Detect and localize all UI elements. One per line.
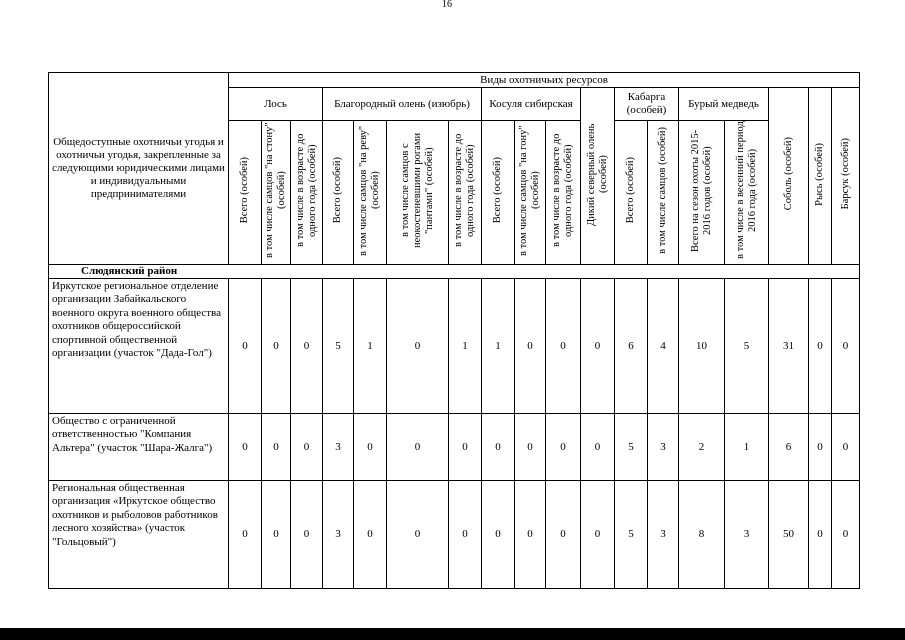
table-row [49, 279, 860, 414]
cell-value: 0 [482, 414, 515, 481]
cell-value: 0 [832, 279, 860, 414]
org-name: Общество с ограниченной ответственностью "Компания Альтера" (участок "Шара-Жалга") [49, 414, 229, 481]
cell-value: 5 [323, 279, 354, 414]
cell-value: 0 [515, 279, 546, 414]
roe-males-header: в том числе самцов "на гону" (особей) [515, 121, 546, 265]
cell-value: 0 [546, 414, 581, 481]
cell-value: 0 [546, 279, 581, 414]
deer-males-header: в том числе самцов "на реву" (особей) [354, 121, 387, 265]
cell-value: 0 [354, 481, 387, 589]
cell-value: 2 [679, 414, 725, 481]
musk-total-header: Всего (особей) [615, 121, 648, 265]
moose-header: Лось [229, 88, 323, 121]
cell-value: 0 [515, 481, 546, 589]
cell-value: 50 [769, 481, 809, 589]
cell-value: 5 [615, 481, 648, 589]
cell-value: 3 [323, 481, 354, 589]
cell-value: 0 [387, 279, 449, 414]
cell-value: 0 [291, 414, 323, 481]
cell-value: 1 [725, 414, 769, 481]
moose-total-header: Всего (особей) [229, 121, 262, 265]
page-number: 16 [442, 0, 452, 10]
cell-value: 0 [546, 481, 581, 589]
cell-value: 0 [229, 279, 262, 414]
cell-value: 0 [387, 414, 449, 481]
scan-bottom-border [0, 628, 905, 640]
region-title: Слюдянский район [49, 265, 860, 279]
roe-total-header: Всего (особей) [482, 121, 515, 265]
cell-value: 0 [581, 414, 615, 481]
deer-total-header: Всего (особей) [323, 121, 354, 265]
sable-header: Соболь (особей) [769, 88, 809, 265]
cell-value: 0 [262, 414, 291, 481]
cell-value: 0 [262, 279, 291, 414]
cell-value: 0 [291, 279, 323, 414]
cell-value: 6 [615, 279, 648, 414]
cell-value: 1 [449, 279, 482, 414]
roe-header: Косуля сибирская [482, 88, 581, 121]
cell-value: 5 [725, 279, 769, 414]
cell-value: 10 [679, 279, 725, 414]
cell-value: 0 [809, 481, 832, 589]
cell-value: 0 [291, 481, 323, 589]
cell-value: 1 [354, 279, 387, 414]
org-name: Региональная общественная организация «Иркутское общество охотников и рыболовов работников лесного хозяйства» (участок "Гольцовый") [49, 481, 229, 589]
cell-value: 3 [648, 414, 679, 481]
hunting-resources-table [48, 72, 860, 589]
cell-value: 0 [229, 414, 262, 481]
cell-value: 3 [323, 414, 354, 481]
cell-value: 0 [354, 414, 387, 481]
deer-antlers-header: в том числе самцов с неокостеневшими рогами "пантами" (особей) [387, 121, 449, 265]
cell-value: 0 [515, 414, 546, 481]
cell-value: 0 [482, 481, 515, 589]
cell-value: 0 [387, 481, 449, 589]
cell-value: 4 [648, 279, 679, 414]
cell-value: 5 [615, 414, 648, 481]
cell-value: 0 [262, 481, 291, 589]
bear-header: Бурый медведь [679, 88, 769, 121]
cell-value: 0 [809, 414, 832, 481]
moose-young-header: в том числе в возрасте до одного года (особей) [291, 121, 323, 265]
cell-value: 0 [449, 414, 482, 481]
roe-young-header: в том числе в возрасте до одного года (особей) [546, 121, 581, 265]
table-row [49, 481, 860, 589]
table-row [49, 414, 860, 481]
cell-value: 0 [449, 481, 482, 589]
cell-value: 6 [769, 414, 809, 481]
badger-header: Барсук (особей) [832, 88, 860, 265]
cell-value: 3 [725, 481, 769, 589]
reindeer-header: Дикий северный олень (особей) [581, 88, 615, 265]
musk-header: Кабарга (особей) [615, 88, 679, 121]
cell-value: 3 [648, 481, 679, 589]
cell-value: 1 [482, 279, 515, 414]
lynx-header: Рысь (особей) [809, 88, 832, 265]
musk-males-header: в том числе самцов (особей) [648, 121, 679, 265]
bear-spring-header: в том числе в весенний период 2016 года (особей) [725, 121, 769, 265]
cell-value: 8 [679, 481, 725, 589]
deer-header: Благородный олень (изюбрь) [323, 88, 482, 121]
cell-value: 31 [769, 279, 809, 414]
deer-young-header: в том числе в возрасте до одного года (особей) [449, 121, 482, 265]
cell-value: 0 [229, 481, 262, 589]
org-name: Иркутское региональное отделение организации Забайкальского военного округа военного общества охотников общероссийской спортивной общественной организации (участок "Дада-Гол") [49, 279, 229, 414]
org-column-header: Общедоступные охотничьи угодья и охотничьи угодья, закрепленные за следующими юридическими лицами и индивидуальными предпринимателями [49, 73, 229, 265]
cell-value: 0 [832, 414, 860, 481]
moose-males-header: в том числе самцов "на стону" (особей) [262, 121, 291, 265]
resources-header: Виды охотничьих ресурсов [229, 73, 860, 88]
bear-season-header: Всего на сезон охоты 2015-2016 годов (особей) [679, 121, 725, 265]
cell-value: 0 [581, 279, 615, 414]
cell-value: 0 [809, 279, 832, 414]
cell-value: 0 [581, 481, 615, 589]
cell-value: 0 [832, 481, 860, 589]
